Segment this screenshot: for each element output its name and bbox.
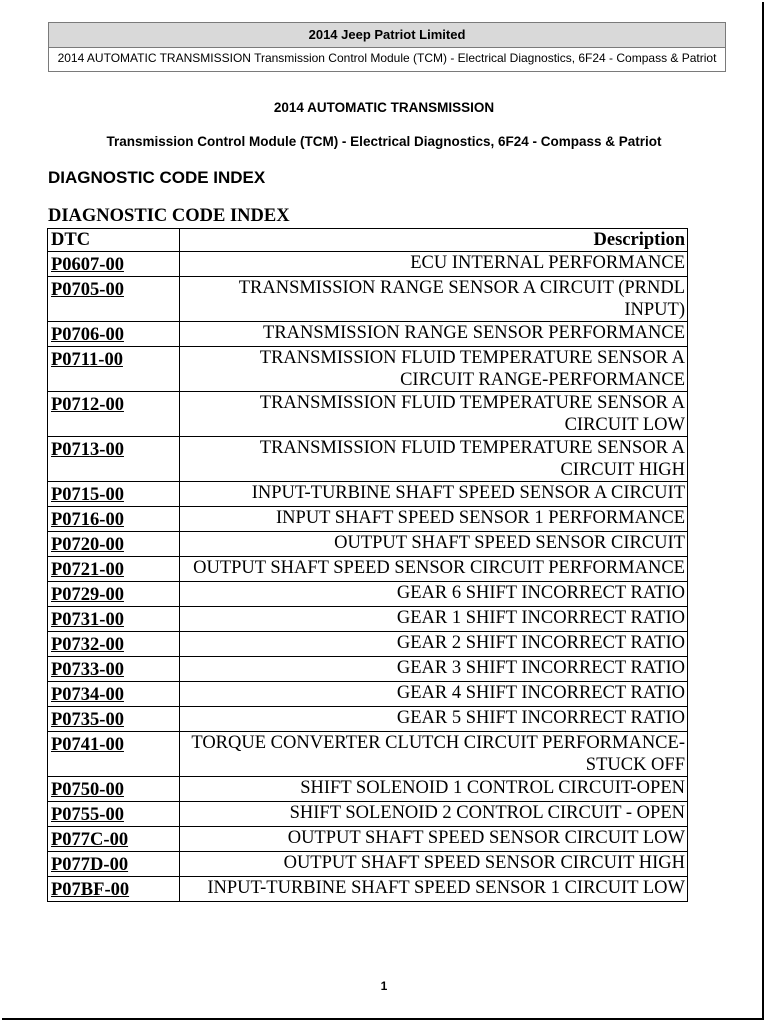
dtc-code-link[interactable]: P0733-00 <box>48 657 180 682</box>
dtc-description: SHIFT SOLENOID 1 CONTROL CIRCUIT-OPEN <box>180 777 688 802</box>
table-row <box>48 582 688 607</box>
dtc-description: GEAR 5 SHIFT INCORRECT RATIO <box>180 707 688 732</box>
table-row <box>48 392 688 437</box>
table-row <box>48 777 688 802</box>
dtc-description: TRANSMISSION FLUID TEMPERATURE SENSOR A CIRCUIT LOW <box>180 392 688 437</box>
table-row <box>48 607 688 632</box>
dtc-description: INPUT SHAFT SPEED SENSOR 1 PERFORMANCE <box>180 507 688 532</box>
dtc-code-link[interactable]: P0721-00 <box>48 557 180 582</box>
dtc-code-link[interactable]: P0755-00 <box>48 802 180 827</box>
dtc-code-link[interactable]: P0734-00 <box>48 682 180 707</box>
document-title: 2014 AUTOMATIC TRANSMISSION <box>273 100 495 115</box>
dtc-code-link[interactable]: P0732-00 <box>48 632 180 657</box>
dtc-description: TRANSMISSION RANGE SENSOR A CIRCUIT (PRNDL INPUT) <box>180 277 688 322</box>
table-row <box>48 322 688 347</box>
section-heading: DIAGNOSTIC CODE INDEX <box>48 168 266 187</box>
dtc-description: TRANSMISSION FLUID TEMPERATURE SENSOR A CIRCUIT RANGE-PERFORMANCE <box>180 347 688 392</box>
dtc-description: GEAR 4 SHIFT INCORRECT RATIO <box>180 682 688 707</box>
table-row <box>48 632 688 657</box>
table-row <box>48 827 688 852</box>
column-header-dtc: DTC <box>48 229 180 252</box>
dtc-description: TRANSMISSION FLUID TEMPERATURE SENSOR A CIRCUIT HIGH <box>180 437 688 482</box>
dtc-code-link[interactable]: P0716-00 <box>48 507 180 532</box>
dtc-description: TRANSMISSION RANGE SENSOR PERFORMANCE <box>180 322 688 347</box>
dtc-description: INPUT-TURBINE SHAFT SPEED SENSOR A CIRCUIT <box>180 482 688 507</box>
table-row <box>48 732 688 777</box>
dtc-description: INPUT-TURBINE SHAFT SPEED SENSOR 1 CIRCUIT LOW <box>180 877 688 902</box>
table-row <box>48 877 688 902</box>
dtc-code-link[interactable]: P0720-00 <box>48 532 180 557</box>
table-row <box>48 482 688 507</box>
table-row <box>48 507 688 532</box>
document-subtitle: Transmission Control Module (TCM) - Electrical Diagnostics, 6F24 - Compass & Patriot <box>106 134 662 149</box>
document-header <box>48 22 726 72</box>
diagnostic-code-table <box>47 228 688 902</box>
dtc-description: OUTPUT SHAFT SPEED SENSOR CIRCUIT PERFORMANCE <box>180 557 688 582</box>
dtc-description: GEAR 2 SHIFT INCORRECT RATIO <box>180 632 688 657</box>
table-header-row <box>48 229 688 252</box>
dtc-description: GEAR 6 SHIFT INCORRECT RATIO <box>180 582 688 607</box>
table-row <box>48 277 688 322</box>
dtc-code-link[interactable]: P077C-00 <box>48 827 180 852</box>
table-row <box>48 347 688 392</box>
dtc-code-link[interactable]: P0741-00 <box>48 732 180 777</box>
table-row <box>48 682 688 707</box>
table-row <box>48 557 688 582</box>
dtc-code-link[interactable]: P0731-00 <box>48 607 180 632</box>
table-row <box>48 802 688 827</box>
dtc-code-link[interactable]: P0729-00 <box>48 582 180 607</box>
dtc-code-link[interactable]: P0750-00 <box>48 777 180 802</box>
page-number: 1 <box>380 979 388 993</box>
dtc-description: TORQUE CONVERTER CLUTCH CIRCUIT PERFORMANCE-STUCK OFF <box>180 732 688 777</box>
dtc-description: ECU INTERNAL PERFORMANCE <box>180 252 688 277</box>
table-caption: DIAGNOSTIC CODE INDEX <box>48 206 290 226</box>
dtc-description: OUTPUT SHAFT SPEED SENSOR CIRCUIT LOW <box>180 827 688 852</box>
dtc-code-link[interactable]: P0715-00 <box>48 482 180 507</box>
table-row <box>48 657 688 682</box>
dtc-code-link[interactable]: P0711-00 <box>48 347 180 392</box>
dtc-description: OUTPUT SHAFT SPEED SENSOR CIRCUIT HIGH <box>180 852 688 877</box>
table-row <box>48 532 688 557</box>
dtc-code-link[interactable]: P0735-00 <box>48 707 180 732</box>
dtc-code-link[interactable]: P07BF-00 <box>48 877 180 902</box>
table-row <box>48 707 688 732</box>
dtc-code-link[interactable]: P0607-00 <box>48 252 180 277</box>
dtc-code-link[interactable]: P0712-00 <box>48 392 180 437</box>
dtc-code-link[interactable]: P0706-00 <box>48 322 180 347</box>
column-header-description: Description <box>180 229 688 252</box>
dtc-description: GEAR 3 SHIFT INCORRECT RATIO <box>180 657 688 682</box>
dtc-description: OUTPUT SHAFT SPEED SENSOR CIRCUIT <box>180 532 688 557</box>
vehicle-title: 2014 Jeep Patriot Limited <box>49 23 725 48</box>
table-row <box>48 252 688 277</box>
dtc-description: GEAR 1 SHIFT INCORRECT RATIO <box>180 607 688 632</box>
table-row <box>48 437 688 482</box>
header-subtitle: 2014 AUTOMATIC TRANSMISSION Transmission Control Module (TCM) - Electrical Diagnostics, 6F24 - Compass & Patriot <box>57 51 717 65</box>
dtc-code-link[interactable]: P077D-00 <box>48 852 180 877</box>
table-row <box>48 852 688 877</box>
dtc-code-link[interactable]: P0705-00 <box>48 277 180 322</box>
dtc-code-link[interactable]: P0713-00 <box>48 437 180 482</box>
dtc-description: SHIFT SOLENOID 2 CONTROL CIRCUIT - OPEN <box>180 802 688 827</box>
